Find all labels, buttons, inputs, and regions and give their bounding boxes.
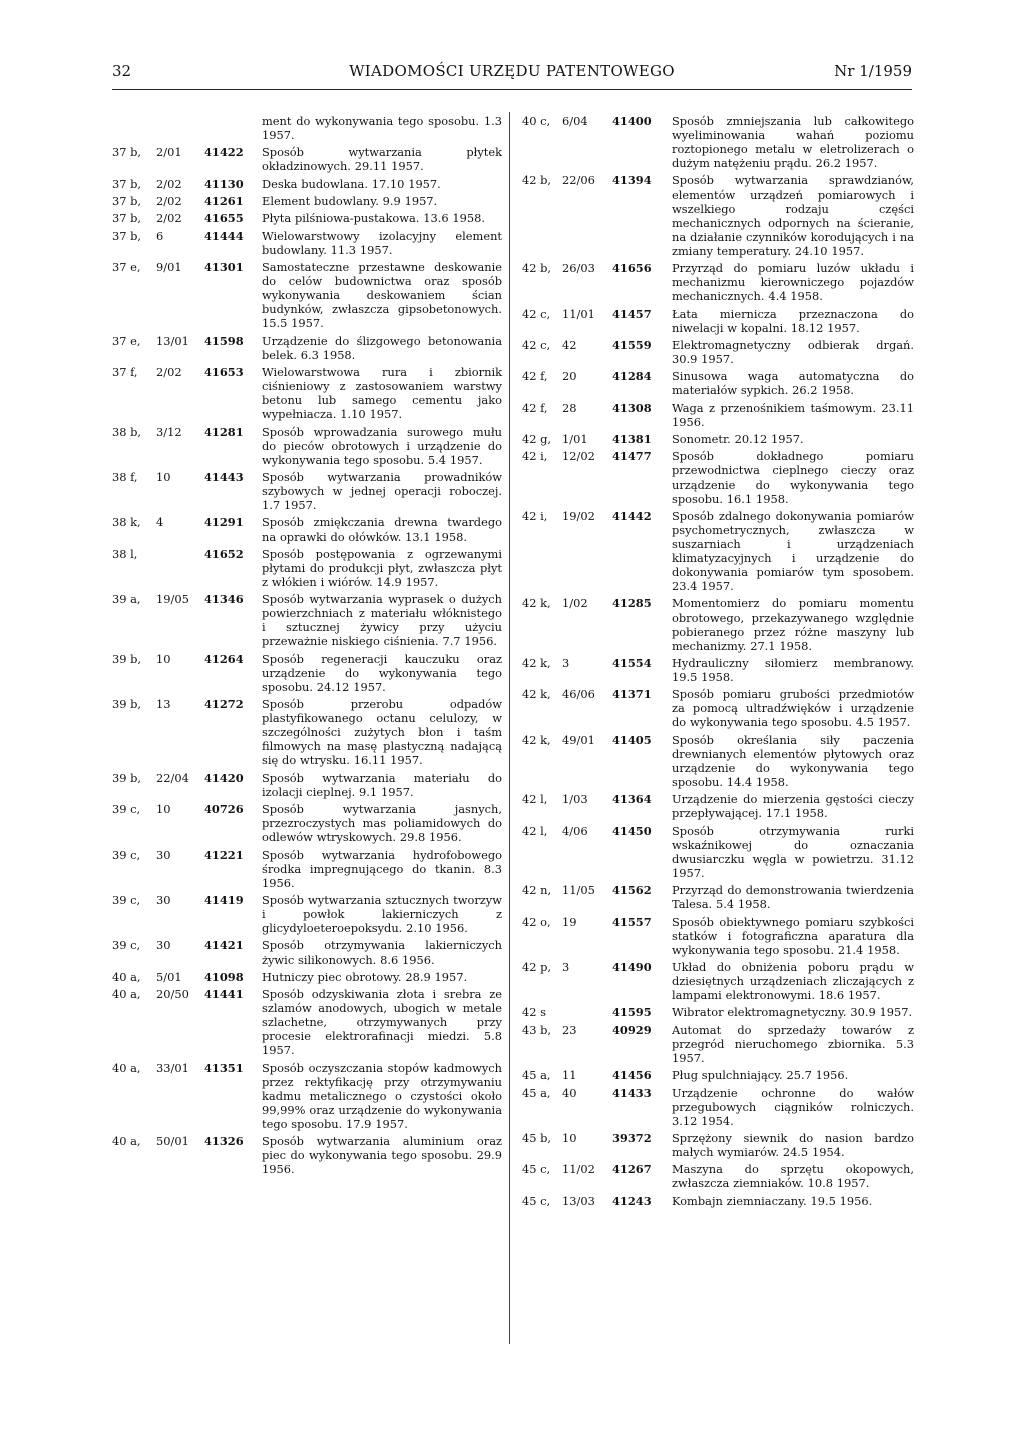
- patent-entry: [522, 401, 914, 429]
- patent-description: Sposób wytwarzania prowadników szybowych w jednej operacji roboczej. 1.7 1957.: [262, 470, 502, 513]
- patent-entry: [112, 334, 502, 362]
- patent-class: 40 c,: [522, 114, 551, 128]
- patent-group: 50/01: [156, 1134, 189, 1149]
- patent-group: 10: [156, 470, 171, 485]
- patent-number: 41557: [612, 914, 652, 929]
- patent-group: 26/03: [562, 261, 595, 276]
- patent-number: 41281: [204, 424, 244, 439]
- patent-group: 30: [156, 893, 171, 908]
- patent-group: 4: [156, 515, 164, 530]
- patent-entry: [112, 177, 502, 191]
- patent-entry: [112, 515, 502, 543]
- patent-group: 11/01: [562, 306, 595, 321]
- patent-group: 10: [156, 651, 171, 666]
- right-column: [522, 114, 914, 1211]
- patent-class: 42 k,: [522, 596, 551, 611]
- patent-entry: [112, 470, 502, 512]
- patent-entry: [522, 792, 914, 820]
- patent-number: 41444: [204, 228, 244, 243]
- patent-number: 41656: [612, 261, 652, 276]
- patent-class: 37 b,: [112, 211, 142, 226]
- page-number: 32: [112, 62, 132, 80]
- patent-entry: [112, 848, 502, 890]
- patent-group: 10: [156, 802, 171, 817]
- patent-number: 41562: [612, 883, 652, 898]
- patent-group: 42: [562, 337, 577, 352]
- patent-group: 13/01: [156, 333, 189, 348]
- patent-group: 22/06: [562, 173, 595, 188]
- patent-number: 39372: [612, 1130, 652, 1145]
- patent-class: 40 a,: [112, 987, 141, 1002]
- patent-group: 28: [562, 400, 577, 415]
- patent-description: Sposób wytwarzania aluminium oraz piec do wykonywania tego sposobu. 29.9 1956.: [262, 1134, 502, 1177]
- patent-group: 13/03: [562, 1193, 595, 1208]
- patent-entry: [112, 145, 502, 173]
- patent-number: 41272: [204, 697, 244, 712]
- patent-class: 42 i,: [522, 449, 548, 464]
- patent-number: 41456: [612, 1068, 652, 1083]
- patent-entry: [522, 1131, 914, 1159]
- patent-description: Sposób wytwarzania wyprasek o dużych powierzchniach z materiału włóknistego i sztucznej żywicy przy użyciu przeważnie niskiego ciśnienia. 7.7 1956.: [262, 592, 502, 649]
- patent-description: Sposób otrzymywania rurki wskaźnikowej do oznaczania dwusiarczku węgla w powietrzu. 31.12 1957.: [672, 823, 914, 880]
- patent-description: Sposób wytwarzania sprawdzianów, elementów urządzeń pomiarowych i wszelkiego rodzaju części mechanicznych odpornych na ścieranie, na działanie czynników korodujących i na zmiany temperatury. 24.10 1957.: [672, 173, 914, 258]
- patent-description: Przyrząd do demonstrowania twierdzenia Talesa. 5.4 1958.: [672, 883, 914, 912]
- patent-class: 37 b,: [112, 194, 142, 209]
- patent-class: 42 i,: [522, 508, 548, 523]
- patent-group: 3: [562, 959, 570, 974]
- patent-class: 42 f,: [522, 400, 548, 415]
- patent-entry: [522, 1068, 914, 1082]
- issue-number: Nr 1/1959: [834, 62, 912, 80]
- patent-number: 41394: [612, 173, 652, 188]
- patent-description: Sposób wprowadzania surowego mułu do pieców obrotowych i urządzenie do wykonywania tego sposobu. 5.4 1957.: [262, 424, 502, 467]
- patent-description: Elektromagnetyczny odbierak drgań. 30.9 1957.: [672, 337, 914, 366]
- patent-class: 45 b,: [522, 1130, 552, 1145]
- patent-number: 41433: [612, 1085, 652, 1100]
- patent-group: 11: [562, 1068, 577, 1083]
- patent-entry: [112, 938, 502, 966]
- patent-description: Sprzężony siewnik do nasion bardzo małych wymiarów. 24.5 1954.: [672, 1130, 914, 1160]
- patent-description: Wibrator elektromagnetyczny. 30.9 1957.: [672, 1005, 913, 1020]
- patent-class: 39 c,: [112, 847, 141, 862]
- patent-entry: [522, 1162, 914, 1190]
- patent-class: 40 a,: [112, 1060, 141, 1075]
- patent-group: 20: [562, 369, 577, 384]
- patent-description: Sposób zdalnego dokonywania pomiarów psychometrycznych, zwłaszcza w suszarniach i urządzeniach klimatyzacyjnych i urządzenie do dokonywania pomiarów tym sposobem. 23.4 1957.: [672, 508, 914, 594]
- patent-class: 45 c,: [522, 1162, 551, 1177]
- patent-class: 37 e,: [112, 333, 141, 348]
- patent-number: 41267: [612, 1162, 652, 1177]
- patent-number: 41351: [204, 1060, 244, 1075]
- patent-description: Sposób określania siły paczenia drewnianych elementów płytowych oraz urządzenie do wykonywania tego sposobu. 14.4 1958.: [672, 732, 914, 789]
- patent-number: 41264: [204, 651, 244, 666]
- patent-description: Sposób przerobu odpadów plastyfikowanego octanu celulozy, w szczególności zużytych błon i taśm filmowych na masę plastyczną nadającą się do wtrysku. 16.11 1957.: [262, 697, 502, 768]
- patent-entry: [522, 338, 914, 366]
- patent-entry: [522, 960, 914, 1002]
- patent-class: 38 f,: [112, 470, 138, 485]
- patent-number: 41653: [204, 365, 244, 380]
- patent-number: 41598: [204, 333, 244, 348]
- patent-number: 41243: [612, 1193, 652, 1208]
- patent-group: 4/06: [562, 823, 588, 838]
- patent-number: 41421: [204, 938, 244, 953]
- left-column: [112, 114, 502, 1180]
- patent-class: 42 p,: [522, 959, 552, 974]
- patent-group: 49/01: [562, 732, 595, 747]
- patent-entry: [522, 824, 914, 880]
- patent-entry: [112, 425, 502, 467]
- patent-group: 10: [562, 1130, 577, 1145]
- patent-number: 41554: [612, 655, 652, 670]
- patent-description: Automat do sprzedaży towarów z przegród nieruchomego zbiornika. 5.3 1957.: [672, 1022, 914, 1065]
- patent-class: 43 b,: [522, 1022, 552, 1037]
- patent-group: 9/01: [156, 260, 182, 275]
- patent-number: 41285: [612, 596, 652, 611]
- patent-number: 41381: [612, 432, 652, 447]
- patent-group: 5/01: [156, 969, 182, 984]
- patent-class: 45 a,: [522, 1085, 551, 1100]
- patent-group: 30: [156, 938, 171, 953]
- patent-number: 41130: [204, 176, 244, 191]
- patent-group: 19/05: [156, 592, 189, 607]
- patent-description: Sposób otrzymywania lakierniczych żywic silikonowych. 8.6 1956.: [262, 938, 502, 967]
- patent-entry: [112, 1061, 502, 1131]
- patent-description: Sposób odzyskiwania złota i srebra ze szlamów anodowych, ubogich w metale szlachetne, otrzymywanych przy procesie elektrorafinacji miedzi. 5.8 1957.: [262, 987, 502, 1058]
- patent-description: Urządzenie ochronne do wałów przegubowych ciągników rolniczych. 3.12 1954.: [672, 1085, 914, 1128]
- patent-number: 41559: [612, 337, 652, 352]
- patent-description: Sinusowa waga automatyczna do materiałów sypkich. 26.2 1958.: [672, 369, 914, 398]
- patent-number: 41652: [204, 546, 244, 561]
- patent-class: 42 o,: [522, 914, 551, 929]
- patent-group: 20/50: [156, 987, 189, 1002]
- patent-entry: [112, 114, 502, 142]
- patent-number: 40929: [612, 1022, 652, 1037]
- patent-group: 1/01: [562, 432, 588, 447]
- patent-number: 41098: [204, 969, 244, 984]
- patent-class: 42 l,: [522, 823, 548, 838]
- patent-group: 40: [562, 1085, 577, 1100]
- patent-entry: [522, 1086, 914, 1128]
- patent-group: 1/02: [562, 596, 588, 611]
- patent-group: 11/05: [562, 883, 595, 898]
- patent-entry: [112, 987, 502, 1057]
- patent-group: 46/06: [562, 687, 595, 702]
- patent-description: Płyta pilśniowa-pustakowa. 13.6 1958.: [262, 211, 486, 226]
- patent-class: 40 a,: [112, 1134, 141, 1149]
- patent-entry: [112, 771, 502, 799]
- patent-description: Sonometr. 20.12 1957.: [672, 432, 804, 447]
- patent-class: 42 n,: [522, 883, 552, 898]
- patent-number: 41400: [612, 114, 652, 128]
- patent-description: Waga z przenośnikiem taśmowym. 23.11 1956.: [672, 400, 914, 429]
- patent-class: 42 c,: [522, 337, 551, 352]
- page-header: [112, 62, 912, 88]
- patent-group: 2/02: [156, 365, 182, 380]
- patent-class: 38 k,: [112, 515, 141, 530]
- patent-description: Element budowlany. 9.9 1957.: [262, 194, 438, 209]
- patent-number: 41422: [204, 145, 244, 160]
- patent-entry: [112, 229, 502, 257]
- patent-entry: [112, 652, 502, 694]
- patent-class: 37 b,: [112, 176, 142, 191]
- patent-number: 41450: [612, 823, 652, 838]
- patent-class: 39 a,: [112, 592, 141, 607]
- patent-group: 2/01: [156, 145, 182, 160]
- patent-entry: [522, 596, 914, 652]
- patent-entry: [522, 656, 914, 684]
- patent-class: 42 l,: [522, 792, 548, 807]
- patent-description: Hutniczy piec obrotowy. 28.9 1957.: [262, 969, 468, 984]
- patent-description: Sposób wytwarzania sztucznych tworzyw i powłok lakierniczych z glicydyloeteroepoksydu. 2.10 1956.: [262, 893, 502, 936]
- patent-description: Sposób zmniejszania lub całkowitego wyeliminowania wahań poziomu roztopionego metalu w eletrolizerach o dużym natężeniu prądu. 26.2 1957.: [672, 114, 914, 171]
- patent-group: 12/02: [562, 449, 595, 464]
- patent-group: 2/02: [156, 211, 182, 226]
- patent-entry: [112, 697, 502, 767]
- patent-group: 13: [156, 697, 171, 712]
- patent-entry: [522, 883, 914, 911]
- header-rule: [112, 89, 912, 90]
- patent-number: 41477: [612, 449, 652, 464]
- patent-class: 42 k,: [522, 687, 551, 702]
- patent-number: 41420: [204, 770, 244, 785]
- patent-number: 40726: [204, 802, 244, 817]
- patent-description: Urządzenie do mierzenia gęstości cieczy przepływającej. 17.1 1958.: [672, 792, 914, 821]
- patent-number: 41442: [612, 508, 652, 523]
- patent-entry: [522, 687, 914, 729]
- patent-entry: [112, 194, 502, 208]
- patent-description: Sposób wytwarzania materiału do izolacji cieplnej. 9.1 1957.: [262, 770, 502, 799]
- patent-number: 41595: [612, 1005, 652, 1020]
- patent-description: Sposób wytwarzania jasnych, przezroczystych mas poliamidowych do odlewów wtryskowych. 29.8 1956.: [262, 802, 502, 845]
- patent-class: 39 c,: [112, 802, 141, 817]
- patent-number: 41364: [612, 792, 652, 807]
- patent-entry: [112, 893, 502, 935]
- patent-class: 37 f,: [112, 365, 138, 380]
- patent-class: 39 b,: [112, 651, 142, 666]
- patent-description: Deska budowlana. 17.10 1957.: [262, 176, 441, 191]
- patent-class: 42 b,: [522, 261, 552, 276]
- patent-class: 42 k,: [522, 732, 551, 747]
- patent-description: Sposób dokładnego pomiaru przewodnictwa cieplnego cieczy oraz urządzenie do wykonywania tego sposobu. 16.1 1958.: [672, 449, 914, 506]
- patent-number: 41457: [612, 306, 652, 321]
- patent-description: Maszyna do sprzętu okopowych, zwłaszcza ziemniaków. 10.8 1957.: [672, 1162, 914, 1191]
- patent-group: 33/01: [156, 1060, 189, 1075]
- patent-group: 6: [156, 228, 164, 243]
- patent-description: Wielowarstwowy izolacyjny element budowlany. 11.3 1957.: [262, 228, 502, 257]
- patent-group: 22/04: [156, 770, 189, 785]
- patent-description: Sposób pomiaru grubości przedmiotów za pomocą ultradźwięków i urządzenie do wykonywania tego sposobu. 4.5 1957.: [672, 687, 914, 730]
- patent-entry: [522, 1023, 914, 1065]
- patent-group: 3/12: [156, 424, 182, 439]
- patent-entry: [112, 260, 502, 330]
- patent-number: 41490: [612, 959, 652, 974]
- patent-description: ment do wykonywania tego sposobu. 1.3 1957.: [262, 114, 502, 143]
- patent-description: Łata miernicza przeznaczona do niwelacji w kopalni. 18.12 1957.: [672, 306, 914, 335]
- patent-entry: [112, 592, 502, 648]
- patent-description: Sposób wytwarzania hydrofobowego środka impregnującego do tkanin. 8.3 1956.: [262, 847, 502, 890]
- patent-entry: [522, 733, 914, 789]
- patent-number: 41291: [204, 515, 244, 530]
- patent-entry: [522, 432, 914, 446]
- patent-class: 42 s: [522, 1005, 546, 1020]
- patent-entry: [522, 114, 914, 170]
- patent-class: 39 c,: [112, 893, 141, 908]
- patent-class: 39 b,: [112, 697, 142, 712]
- patent-description: Kombajn ziemniaczany. 19.5 1956.: [672, 1193, 873, 1208]
- patent-group: 3: [562, 655, 570, 670]
- patent-entry: [112, 1134, 502, 1176]
- patent-number: 41419: [204, 893, 244, 908]
- patent-class: 38 l,: [112, 546, 138, 561]
- patent-class: 37 b,: [112, 228, 142, 243]
- patent-entry: [112, 547, 502, 589]
- patent-group: 30: [156, 847, 171, 862]
- patent-number: 41441: [204, 987, 244, 1002]
- patent-number: 41308: [612, 400, 652, 415]
- patent-entry: [112, 365, 502, 421]
- patent-entry: [522, 509, 914, 593]
- patent-group: 19/02: [562, 508, 595, 523]
- patent-number: 41346: [204, 592, 244, 607]
- patent-entry: [522, 173, 914, 257]
- patent-description: Sposób obiektywnego pomiaru szybkości statków i fotograficzna aparatura dla wykonywania tego sposobu. 21.4 1958.: [672, 914, 914, 957]
- patent-entry: [522, 1005, 914, 1019]
- patent-group: 19: [562, 914, 577, 929]
- patent-number: 41405: [612, 732, 652, 747]
- patent-description: Momentomierz do pomiaru momentu obrotowego, przekazywanego względnie pobieranego przez różne maszyny lub mechanizmy. 27.1 1958.: [672, 596, 914, 653]
- patent-entry: [522, 1194, 914, 1208]
- patent-entry: [522, 307, 914, 335]
- patent-number: 41443: [204, 470, 244, 485]
- patent-entry: [112, 211, 502, 225]
- patent-group: 11/02: [562, 1162, 595, 1177]
- patent-class: 37 e,: [112, 260, 141, 275]
- patent-class: 42 b,: [522, 173, 552, 188]
- patent-entry: [522, 449, 914, 505]
- patent-class: 37 b,: [112, 145, 142, 160]
- patent-description: Sposób wytwarzania płytek okładzinowych. 29.11 1957.: [262, 145, 502, 174]
- patent-description: Przyrząd do pomiaru luzów układu i mechanizmu kierowniczego pojazdów mechanicznych. 4.4 1958.: [672, 261, 914, 304]
- patent-class: 45 c,: [522, 1193, 551, 1208]
- patent-description: Pług spulchniający. 25.7 1956.: [672, 1068, 849, 1083]
- patent-class: 42 k,: [522, 655, 551, 670]
- patent-number: 41301: [204, 260, 244, 275]
- patent-description: Hydrauliczny siłomierz membranowy. 19.5 1958.: [672, 655, 914, 684]
- patent-entry: [522, 369, 914, 397]
- patent-description: Sposób zmiękczania drewna twardego na oprawki do ołówków. 13.1 1958.: [262, 515, 502, 544]
- patent-number: 41326: [204, 1134, 244, 1149]
- patent-group: 6/04: [562, 114, 588, 128]
- patent-group: 2/02: [156, 176, 182, 191]
- patent-class: 39 b,: [112, 770, 142, 785]
- patent-description: Wielowarstwowa rura i zbiornik ciśnieniowy z zastosowaniem warstwy betonu lub samego cementu jako wypełniacza. 1.10 1957.: [262, 365, 502, 422]
- patent-entry: [522, 261, 914, 303]
- patent-number: 41261: [204, 194, 244, 209]
- patent-class: 42 c,: [522, 306, 551, 321]
- patent-description: Sposób regeneracji kauczuku oraz urządzenie do wykonywania tego sposobu. 24.12 1957.: [262, 651, 502, 694]
- patent-class: 38 b,: [112, 424, 142, 439]
- patent-description: Układ do obniżenia poboru prądu w dziesiętnych urządzeniach zliczających z lampami elektronowymi. 18.6 1957.: [672, 959, 914, 1003]
- patent-description: Urządzenie do ślizgowego betonowania belek. 6.3 1958.: [262, 333, 502, 362]
- patent-entry: [112, 802, 502, 844]
- patent-class: 42 f,: [522, 369, 548, 384]
- patent-number: 41371: [612, 687, 652, 702]
- column-divider: [509, 112, 510, 1344]
- patent-group: 23: [562, 1022, 577, 1037]
- patent-group: 2/02: [156, 194, 182, 209]
- patent-class: 45 a,: [522, 1068, 551, 1083]
- journal-title: WIADOMOŚCI URZĘDU PATENTOWEGO: [349, 62, 675, 80]
- patent-entry: [522, 915, 914, 957]
- patent-class: 40 a,: [112, 969, 141, 984]
- patent-group: 1/03: [562, 792, 588, 807]
- patent-number: 41221: [204, 847, 244, 862]
- patent-number: 41655: [204, 211, 244, 226]
- patent-description: Sposób oczyszczania stopów kadmowych przez rektyfikację przy otrzymywaniu kadmu metalicznego o czystości około 99,99% oraz urządzenie do wykonywania tego sposobu. 17.9 1957.: [262, 1060, 502, 1131]
- patent-description: Sposób postępowania z ogrzewanymi płytami do produkcji płyt, zwłaszcza płyt z włókien i wiórów. 14.9 1957.: [262, 546, 502, 589]
- patent-class: 42 g,: [522, 432, 552, 447]
- patent-entry: [112, 970, 502, 984]
- patent-class: 39 c,: [112, 938, 141, 953]
- patent-number: 41284: [612, 369, 652, 384]
- patent-description: Samostateczne przestawne deskowanie do celów budownictwa oraz sposób wykonywania deskowaniem ścian budynków, zwłaszcza gipsobetonowych. 15.5 1957.: [262, 260, 502, 331]
